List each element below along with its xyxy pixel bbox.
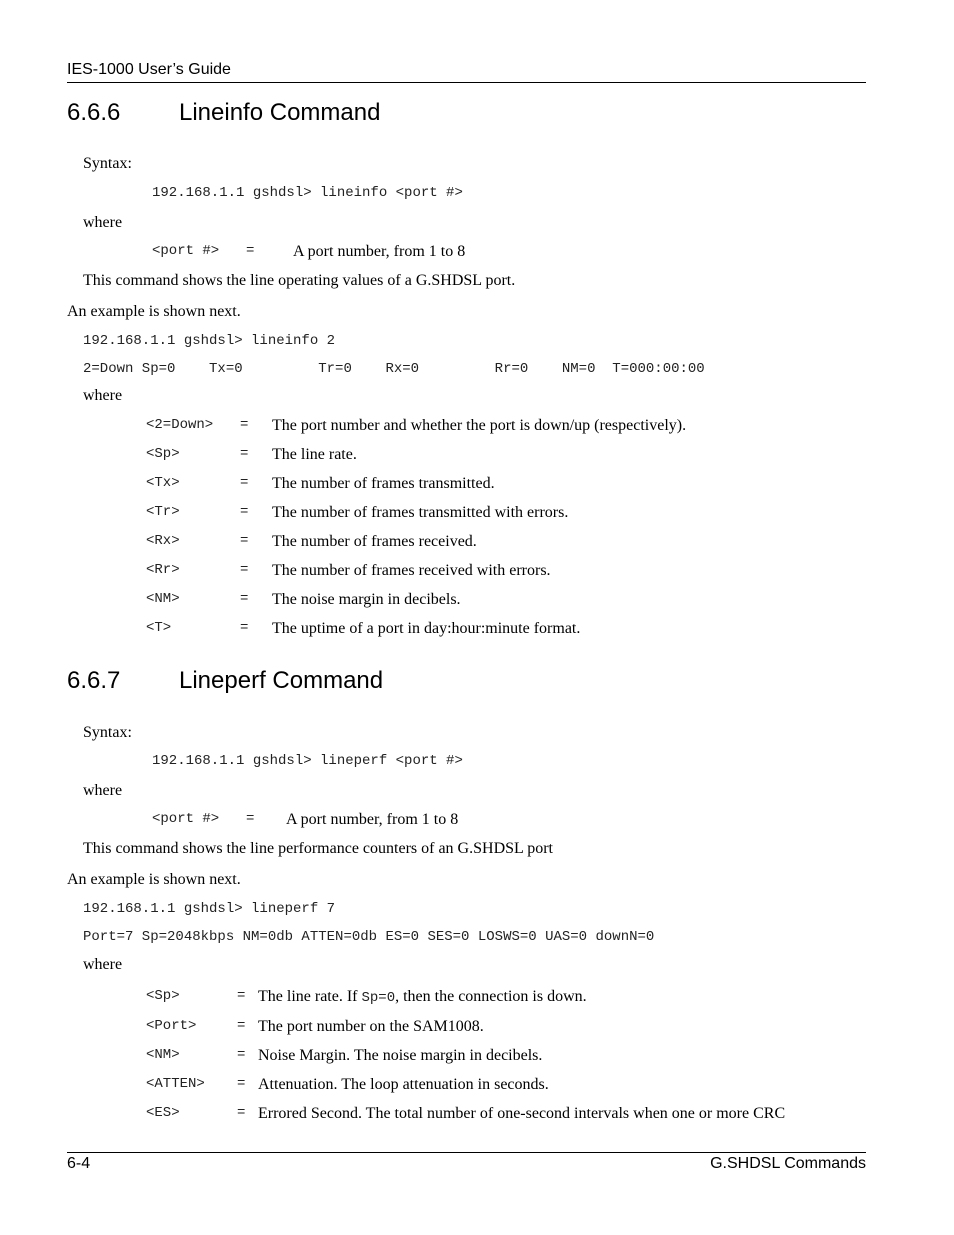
field-name: <ES> <box>146 1105 180 1121</box>
field-equals: = <box>240 591 249 607</box>
field-equals: = <box>240 562 249 578</box>
param-equals: = <box>246 243 255 259</box>
field-name: <2=Down> <box>146 417 214 433</box>
section-number: 6.6.7 <box>67 667 121 694</box>
field-description: Noise Margin. The noise margin in decibels. <box>258 1047 543 1064</box>
field-description: The number of frames received. <box>272 533 477 550</box>
field-description: The number of frames transmitted. <box>272 475 495 492</box>
param-name: <port #> <box>152 811 220 827</box>
example-output: 2=Down Sp=0 Tx=0 Tr=0 Rx=0 Rr=0 NM=0 T=000:00:00 <box>83 361 705 377</box>
field-description: The noise margin in decibels. <box>272 591 461 608</box>
page-number: 6-4 <box>67 1155 91 1172</box>
section-number: 6.6.6 <box>67 99 121 126</box>
param-equals: = <box>246 811 255 827</box>
field-name: <Port> <box>146 1018 197 1034</box>
field-name: <NM> <box>146 1047 180 1063</box>
field-equals: = <box>240 417 249 433</box>
param-name: <port #> <box>152 243 220 259</box>
param-description: A port number, from 1 to 8 <box>286 811 459 828</box>
example-command: 192.168.1.1 gshdsl> lineperf 7 <box>83 901 336 917</box>
field-name: <ATTEN> <box>146 1076 205 1092</box>
field-name: <Rx> <box>146 533 180 549</box>
running-header: IES-1000 User’s Guide <box>67 61 231 78</box>
field-equals: = <box>237 988 246 1004</box>
chapter-title: G.SHDSL Commands <box>710 1155 866 1172</box>
footer-rule <box>67 1152 866 1153</box>
param-description: A port number, from 1 to 8 <box>293 243 466 260</box>
field-description: The number of frames transmitted with errors. <box>272 504 569 521</box>
field-equals: = <box>237 1018 246 1034</box>
field-name: <NM> <box>146 591 180 607</box>
section-title: Lineinfo Command <box>179 99 381 126</box>
field-equals: = <box>237 1105 246 1121</box>
field-description: The uptime of a port in day:hour:minute format. <box>272 620 581 637</box>
field-equals: = <box>240 533 249 549</box>
field-name: <Sp> <box>146 446 180 462</box>
command-description: This command shows the line performance counters of an G.SHDSL port <box>83 840 553 857</box>
field-equals: = <box>237 1076 246 1092</box>
where-label: where <box>83 782 123 799</box>
field-name: <T> <box>146 620 172 636</box>
where-label: where <box>83 956 123 973</box>
command-description: This command shows the line operating values of a G.SHDSL port. <box>83 272 516 289</box>
syntax-command: 192.168.1.1 gshdsl> lineinfo <port #> <box>152 185 463 201</box>
field-description: The line rate. If Sp=0, then the connection is down. <box>258 988 587 1006</box>
section-title: Lineperf Command <box>179 667 384 694</box>
field-equals: = <box>240 446 249 462</box>
example-output: Port=7 Sp=2048kbps NM=0db ATTEN=0db ES=0 SES=0 LOSWS=0 UAS=0 downN=0 <box>83 929 655 945</box>
field-description: The number of frames received with errors. <box>272 562 551 579</box>
syntax-label: Syntax: <box>83 155 132 172</box>
field-name: <Rr> <box>146 562 180 578</box>
field-equals: = <box>237 1047 246 1063</box>
field-name: <Tr> <box>146 504 180 520</box>
field-description: Errored Second. The total number of one-second intervals when one or more CRC <box>258 1105 786 1122</box>
inline-code: Sp=0 <box>361 990 396 1006</box>
example-intro: An example is shown next. <box>67 871 241 888</box>
field-name: <Sp> <box>146 988 180 1004</box>
example-intro: An example is shown next. <box>67 303 241 320</box>
header-rule <box>67 82 866 83</box>
example-command: 192.168.1.1 gshdsl> lineinfo 2 <box>83 333 336 349</box>
page-cutoff <box>0 1130 954 1150</box>
field-equals: = <box>240 504 249 520</box>
field-description: The port number and whether the port is down/up (respectively). <box>272 417 687 434</box>
field-description: Attenuation. The loop attenuation in seconds. <box>258 1076 549 1093</box>
syntax-label: Syntax: <box>83 724 132 741</box>
field-equals: = <box>240 475 249 491</box>
where-label: where <box>83 387 123 404</box>
field-description: The port number on the SAM1008. <box>258 1018 484 1035</box>
field-equals: = <box>240 620 249 636</box>
field-name: <Tx> <box>146 475 180 491</box>
field-description: The line rate. <box>272 446 357 463</box>
where-label: where <box>83 214 123 231</box>
syntax-command: 192.168.1.1 gshdsl> lineperf <port #> <box>152 753 463 769</box>
